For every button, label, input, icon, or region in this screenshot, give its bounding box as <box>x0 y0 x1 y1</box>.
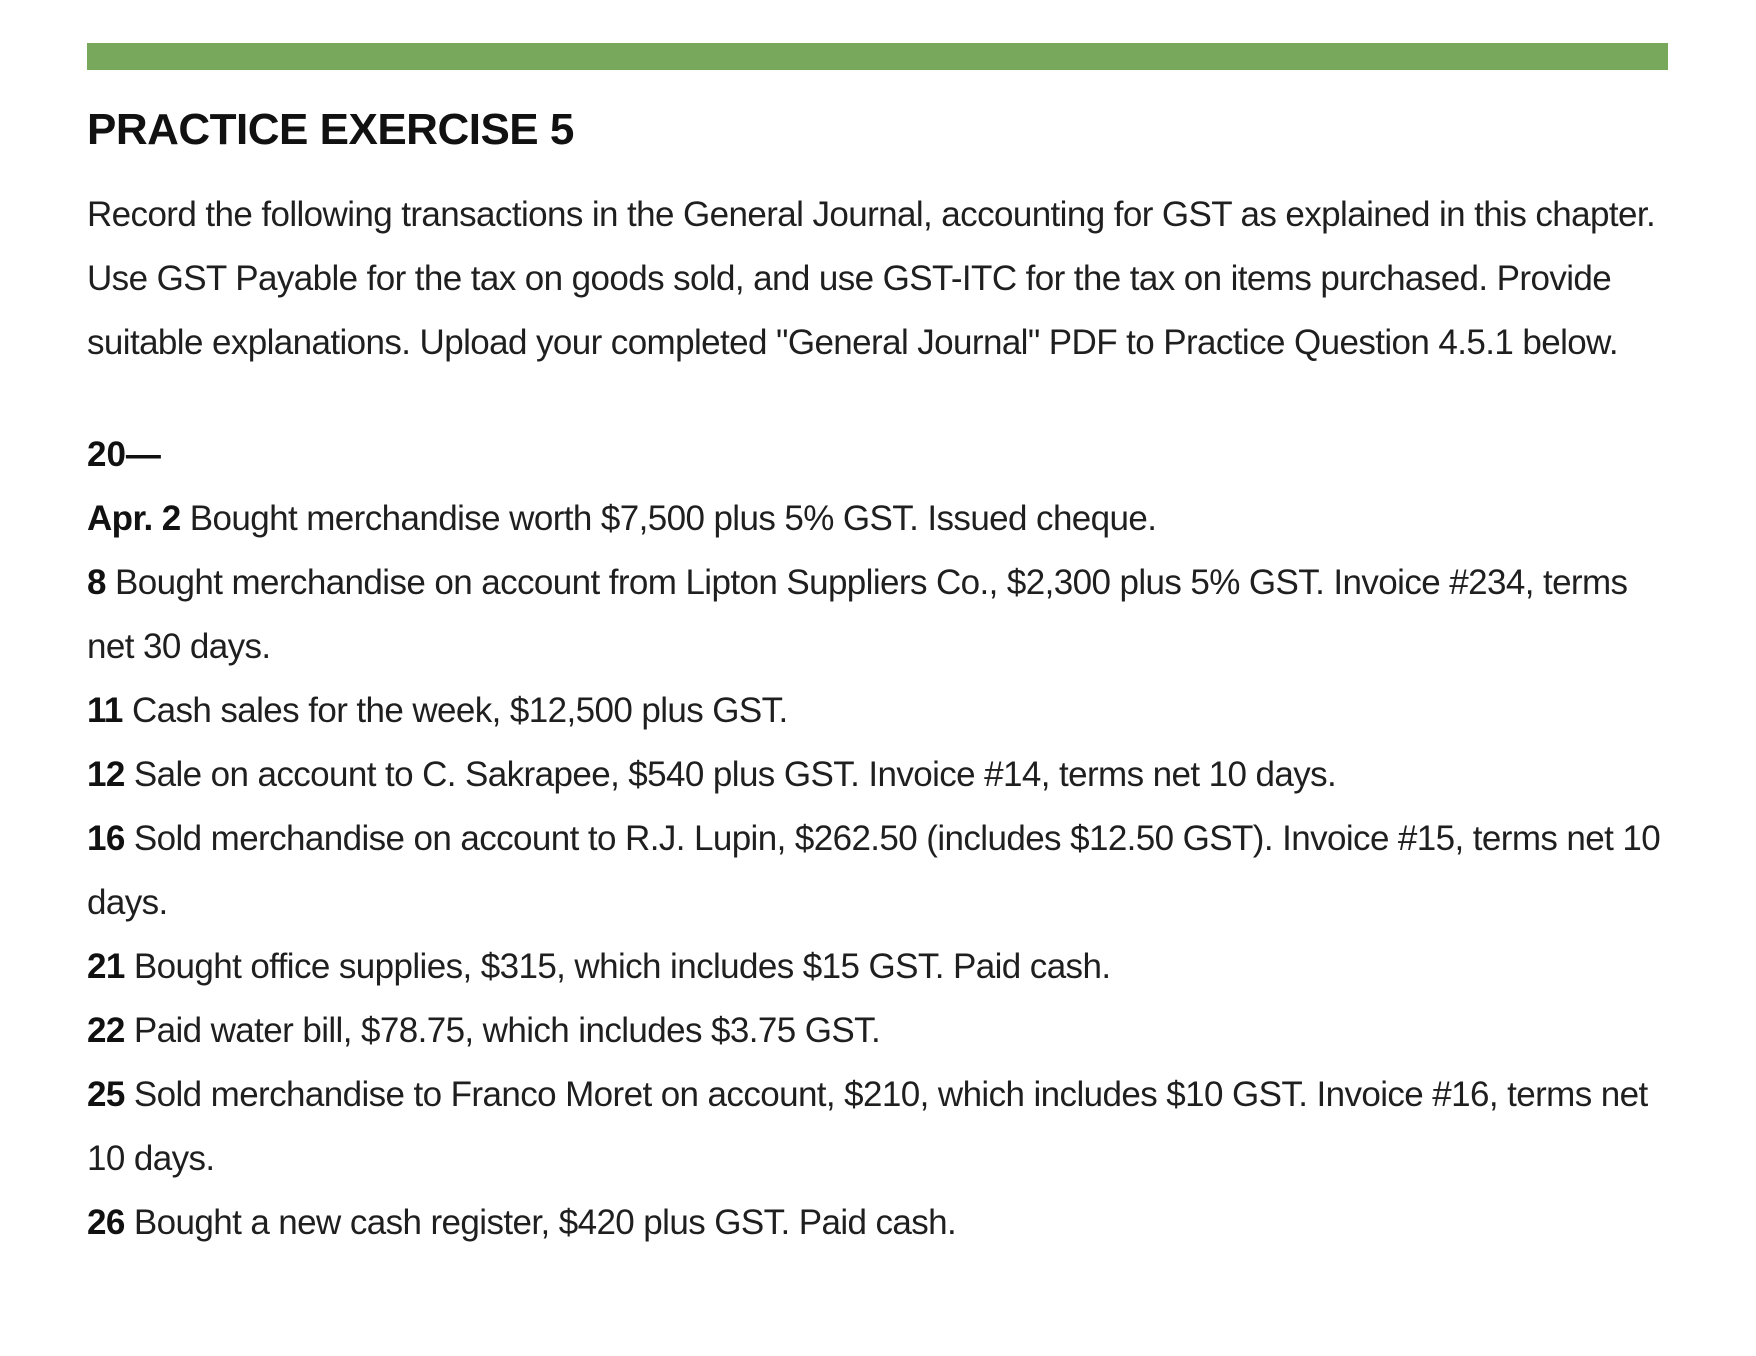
transaction-date: 11 <box>87 690 123 730</box>
transaction-date: 12 <box>87 754 125 794</box>
transaction-text: Sold merchandise to Franco Moret on account, $210, which includes $10 GST. Invoice #16, terms net 10 days. <box>87 1074 1648 1178</box>
transaction-item <box>87 999 1668 1063</box>
transaction-date: Apr. 2 <box>87 498 181 538</box>
transaction-date: 26 <box>87 1202 125 1242</box>
transaction-text: Sold merchandise on account to R.J. Lupin, $262.50 (includes $12.50 GST). Invoice #15, terms net 10 days. <box>87 818 1661 922</box>
exercise-instructions: Record the following transactions in the General Journal, accounting for GST as explained in this chapter. Use GST Payable for the tax on goods sold, and use GST-ITC for the tax on items purchased. Provide suitable explanations. Upload your completed "General Journal" PDF to Practice Question 4.5.1 below. <box>87 194 1656 362</box>
transaction-item <box>87 935 1668 999</box>
transaction-text: Cash sales for the week, $12,500 plus GST. <box>131 690 788 730</box>
accent-bar <box>87 43 1668 70</box>
transaction-item <box>87 743 1668 807</box>
transaction-date: 8 <box>87 562 106 602</box>
transaction-item <box>87 487 1668 551</box>
transaction-date: 25 <box>87 1074 125 1114</box>
transaction-text: Sale on account to C. Sakrapee, $540 plus GST. Invoice #14, terms net 10 days. <box>133 754 1337 794</box>
transaction-date: 16 <box>87 818 125 858</box>
transaction-item <box>87 1191 1668 1255</box>
transaction-date: 21 <box>87 946 125 986</box>
transaction-text: Bought office supplies, $315, which includes $15 GST. Paid cash. <box>133 946 1111 986</box>
transaction-date: 22 <box>87 1010 125 1050</box>
transaction-text: Bought merchandise worth $7,500 plus 5% GST. Issued cheque. <box>189 498 1157 538</box>
transaction-item <box>87 551 1668 679</box>
transaction-text: Bought merchandise on account from Lipton Suppliers Co., $2,300 plus 5% GST. Invoice #234, terms net 30 days. <box>87 562 1628 666</box>
transaction-item <box>87 679 1668 743</box>
transaction-text: Paid water bill, $78.75, which includes $3.75 GST. <box>133 1010 881 1050</box>
exercise-title: PRACTICE EXERCISE 5 <box>87 105 574 154</box>
year-heading: 20— <box>87 434 161 474</box>
transaction-list <box>87 487 1668 1255</box>
transaction-item <box>87 1063 1668 1191</box>
transaction-text: Bought a new cash register, $420 plus GST. Paid cash. <box>133 1202 957 1242</box>
transaction-item <box>87 807 1668 935</box>
